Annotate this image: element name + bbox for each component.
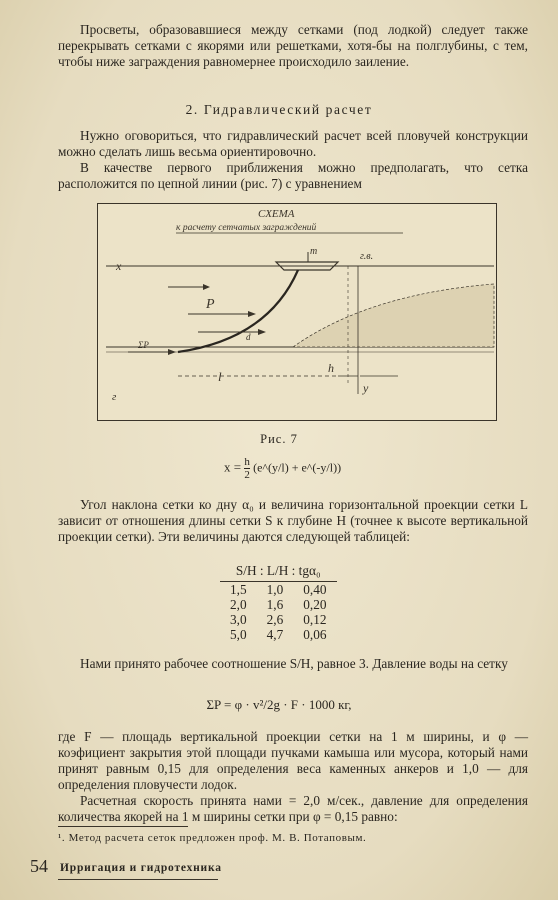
paragraph-6: где F — площадь вертикальной проекции сетки на 1 м ширины, и φ — коэфициент закрытия этой площади пучками камыша или мусора, который нами принят равным 0,15 для определения веса каменных анкеров и 1,0 — для определения пловучести лодок. (58, 729, 528, 792)
paragraph-block-4 (58, 656, 528, 672)
paragraph-block-2 (58, 128, 528, 192)
table-row: 1,5 1,0 0,40 (230, 582, 327, 597)
paragraph-1: Просветы, образовавшиеся между сетками (под лодкой) следует также перекрывать сетками с якорями или решетками, хотя-бы на полглубины, с тем, чтобы ниже заграждения равномернее происходило заиление. (58, 22, 528, 69)
paragraph-intro (58, 22, 528, 70)
section-heading: 2. Гидравлический расчет (185, 102, 373, 117)
footnote: ¹. Метод расчета сеток предложен проф. М. В. Потаповым. (58, 832, 367, 844)
ratio-table (220, 563, 337, 642)
table-header: S/H : L/H : tgα₀ (220, 563, 337, 582)
label-l: l (218, 369, 222, 384)
label-v: г.в. (360, 251, 374, 262)
table-row: 2,0 1,6 0,20 (230, 597, 327, 612)
formula-pressure: ΣP = φ · v²/2g · F · 1000 кг, (206, 697, 352, 712)
journal-title: Ирригация и гидротехника (60, 862, 222, 874)
formula-catenary: x = $\frac{h}{2}$ (e^(y/l) + e^(-y/l)) (224, 456, 342, 481)
footnote-rule (58, 826, 188, 827)
paragraph-3: В качестве первого приближения можно предполагать, что сетка расположится по цепной линии (рис. 7) с уравнением (58, 160, 528, 191)
table-row: 3,0 2,6 0,12 (230, 612, 327, 627)
paragraph-2: Нужно оговориться, что гидравлический расчет всей пловучей конструкции можно сделать лишь весьма ориентировочно. (58, 128, 528, 159)
paragraph-block-5 (58, 729, 528, 825)
figure-scheme (97, 203, 497, 421)
paragraph-5: Нами принято рабочее соотношение S/H, равное 3. Давление воды на сетку (80, 656, 508, 671)
paragraph-block-3 (58, 497, 528, 545)
scheme-title-1: СХЕМА (258, 208, 295, 220)
label-t: т (310, 246, 318, 257)
sediment-deposit (293, 284, 494, 347)
scheme-title-2: к расчету сетчатых заграждений (176, 223, 317, 233)
paragraph-4: Угол наклона сетки ко дну α₀ и величина горизонтальной проекции сетки L зависит от отношения длины сетки S к глубине H (точнее к высоте вертикальной проекции сетки). Эти величины даются следующей таблицей: (58, 497, 528, 544)
label-y: y (363, 381, 369, 395)
label-g: г (112, 391, 117, 403)
label-h: h (328, 361, 334, 375)
scheme-drawing (98, 204, 495, 419)
label-d: d (246, 332, 251, 342)
paragraph-7: Расчетная скорость принята нами = 2,0 м/сек., давление для определения количества якорей на 1 м ширины сетки при φ = 0,15 равно: (58, 793, 528, 824)
figure-caption: Рис. 7 (260, 432, 298, 446)
label-x: x (116, 259, 122, 273)
journal-rule (58, 879, 218, 880)
label-P: P (206, 297, 215, 312)
table-row: 5,0 4,7 0,06 (230, 627, 327, 642)
page-number: 54 (30, 856, 48, 876)
net-catenary (178, 270, 298, 352)
label-Sp: ΣP (138, 340, 149, 350)
